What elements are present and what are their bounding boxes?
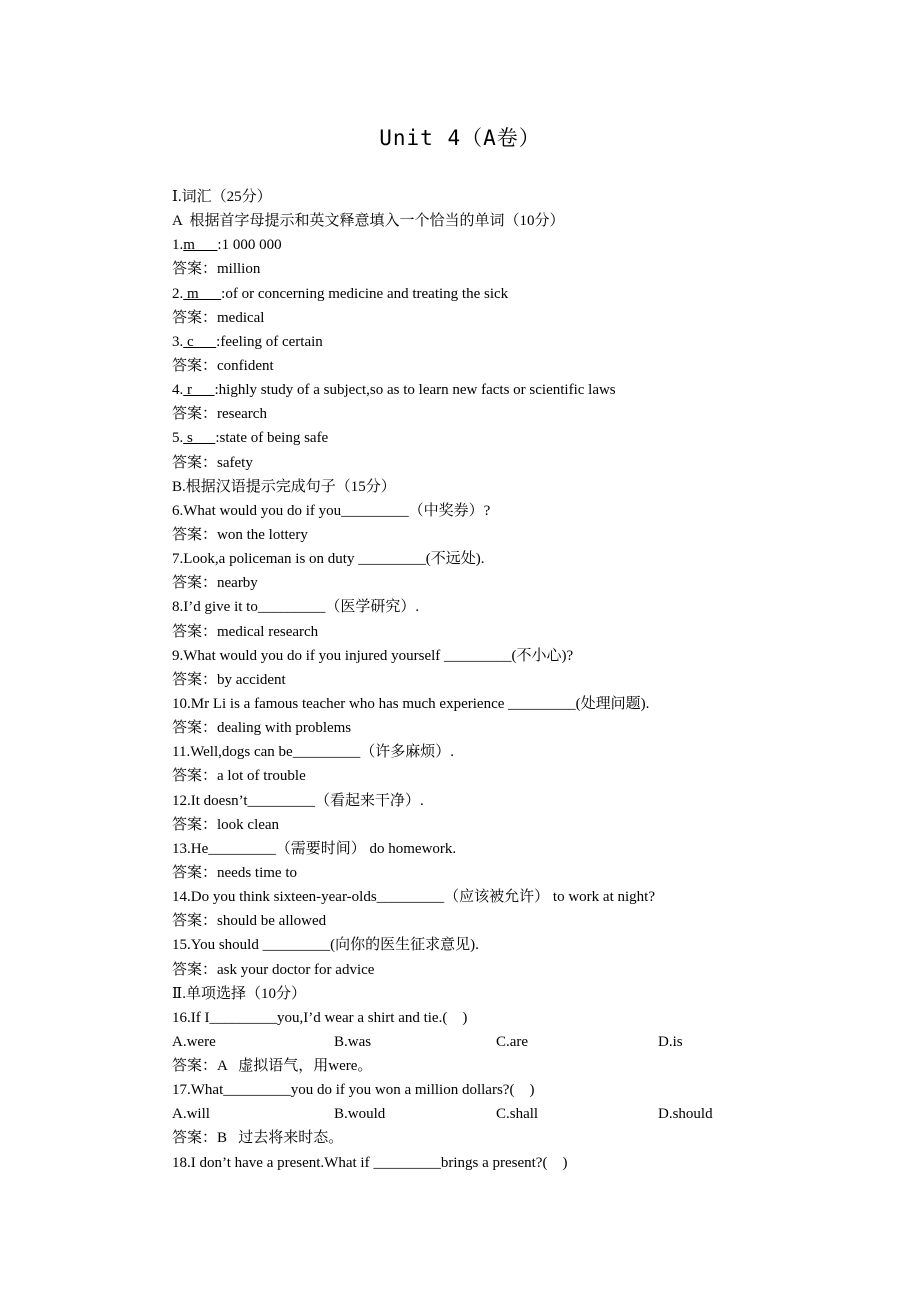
text-line: Ⅰ.词汇（25分） [172,189,272,205]
text-line: 15.You should _________(向你的医生征求意见). [172,937,479,954]
option-item: D.should [658,1106,713,1123]
text-line: 答案：should be allowed [172,913,327,930]
text-line: A 根据首字母提示和英文释意填入一个恰当的单词（10分） [172,213,565,230]
text-line: 答案：medical [172,309,265,326]
text-line: 答案：ask your doctor for advice [172,961,375,978]
text-line: 答案：medical research [172,623,319,640]
text-line: 8.I’d give it to_________（医学研究）. [172,599,420,616]
text-line: 12.It doesn’t_________（看起来干净）. [172,792,424,809]
text-line [172,282,812,306]
text-line: 14.Do you think sixteen-year-olds_________（应该被允许） to work at night? [172,889,655,906]
option-item: B.was [334,1033,372,1050]
text-line: 答案：by accident [172,671,286,688]
hint-blank: r [183,382,215,399]
definition-text: :state of being safe [215,430,329,447]
option-item: C.shall [496,1106,539,1123]
definition-text: :of or concerning medicine and treating the sick [221,285,509,302]
text-line: 18.I don’t have a present.What if _________brings a present?( ) [172,1154,568,1171]
text-line: 答案：look clean [172,816,280,833]
page-title: Unit 4（A卷） [379,126,541,150]
text-line: 答案：research [172,406,267,423]
text-line: B.根据汉语提示完成句子（15分） [172,478,396,495]
text-line: 答案：needs time to [172,864,297,881]
item-number: 4. [172,382,184,399]
text-line: 17.What_________you do if you won a million dollars?( ) [172,1082,535,1099]
definition-text: :highly study of a subject,so as to learn new facts or scientific laws [214,382,616,399]
item-number: 3. [172,333,184,350]
text-line: 11.Well,dogs can be_________（许多麻烦）. [172,744,454,761]
hint-blank: m [183,237,218,254]
definition-text: :1 000 000 [217,237,282,254]
text-line: 答案：a lot of trouble [172,768,306,785]
text-line: 答案：dealing with problems [172,720,352,737]
hint-blank: m [183,285,222,302]
text-line: 6.What would you do if you_________（中奖券）? [172,502,491,519]
text-line: 7.Look,a policeman is on duty _________(不远处). [172,551,485,568]
answer-options [172,1030,812,1054]
text-line: 答案：won the lottery [172,526,308,543]
text-line: 答案：confident [172,357,274,374]
text-line: 答案：safety [172,454,253,471]
option-item: B.would [334,1106,386,1123]
text-line: 答案：A 虚拟语气，用were。 [172,1058,373,1075]
text-line: 13.He_________（需要时间） do homework. [172,840,457,857]
hint-blank: c [183,333,217,350]
text-line [172,330,812,354]
option-item: A.will [172,1106,210,1123]
text-line: Ⅱ.单项选择（10分） [172,985,306,1002]
text-line: 10.Mr Li is a famous teacher who has much experience _________(处理问题). [172,695,650,712]
text-line: 答案：million [172,261,261,278]
text-line [172,426,812,450]
text-line [172,233,812,257]
hint-blank: s [183,430,216,447]
document-body [172,185,812,1175]
text-line: 16.If I_________you,I’d wear a shirt and tie.( ) [172,1009,468,1026]
option-item: D.is [658,1033,683,1050]
text-line: 答案：nearby [172,575,258,592]
text-line: 答案：B 过去将来时态。 [172,1130,344,1147]
option-item: C.are [496,1033,529,1050]
item-number: 5. [172,430,184,447]
item-number: 2. [172,285,184,302]
text-line: 9.What would you do if you injured yourself _________(不小心)? [172,647,574,664]
answer-options [172,1102,812,1126]
option-item: A.were [172,1033,216,1050]
text-line [172,378,812,402]
definition-text: :feeling of certain [216,333,323,350]
item-number: 1. [172,237,184,254]
